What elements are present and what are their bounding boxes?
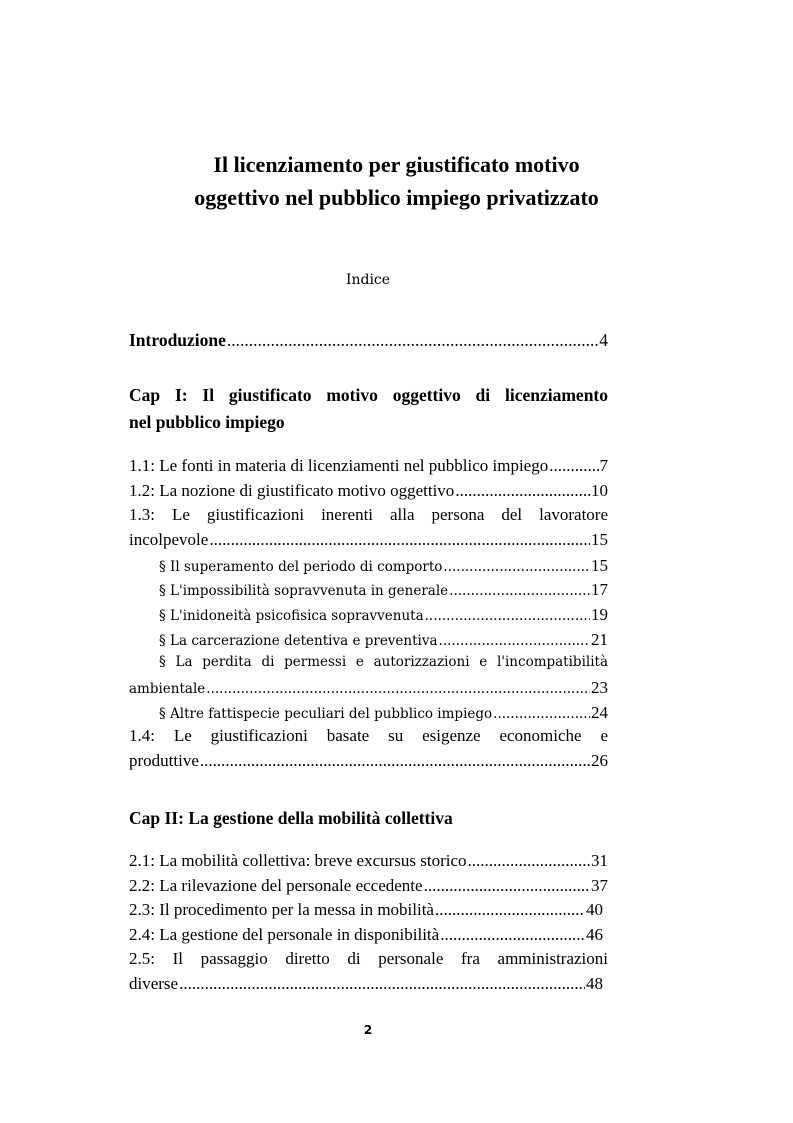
toc-subentry-inidoneita[interactable] — [159, 605, 608, 625]
toc-entry-label: incolpevole — [129, 530, 209, 549]
toc-leader-dots — [468, 851, 590, 871]
toc-entry-label: § L'inidoneità psicofisica sopravvenuta — [159, 608, 424, 624]
toc-entry-label: 2.1: La mobilità collettiva: breve excursus storico — [129, 851, 467, 870]
toc-leader-dots — [425, 608, 590, 624]
toc-leader-dots — [455, 481, 590, 501]
toc-leader-dots — [443, 559, 590, 575]
toc-entry-page: 46 — [586, 925, 603, 944]
toc-entry-1-3-line-2[interactable] — [129, 530, 608, 550]
toc-entry-page: 15 — [591, 530, 608, 549]
toc-subentry-impossibilita[interactable] — [159, 580, 608, 600]
document-title — [0, 148, 793, 214]
toc-entry-1-3-line-1[interactable]: 1.3: Le giustificazioni inerenti alla persona del lavoratore — [129, 505, 608, 524]
toc-leader-dots — [209, 530, 590, 550]
toc-entry-page: 7 — [599, 456, 608, 475]
toc-leader-dots — [549, 456, 598, 476]
toc-leader-dots — [493, 706, 590, 722]
toc-entry-page: 21 — [591, 630, 608, 649]
toc-entry-page: 10 — [591, 481, 608, 500]
toc-entry-page: 48 — [586, 974, 603, 993]
toc-entry-page: 15 — [591, 556, 608, 575]
toc-entry-label: 1.1: Le fonti in materia di licenziamenti nel pubblico impiego — [129, 456, 549, 475]
page-number: 2 — [363, 1023, 373, 1037]
toc-entry-page: 26 — [591, 751, 608, 770]
toc-leader-dots — [179, 974, 585, 994]
toc-subentry-altre-fattispecie[interactable] — [159, 703, 608, 723]
chapter-1-heading-line-2: nel pubblico impiego — [129, 412, 285, 432]
toc-entry-1-1[interactable] — [129, 456, 608, 476]
toc-leader-dots — [440, 925, 585, 945]
toc-entry-2-5-line-2[interactable] — [129, 974, 603, 994]
toc-entry-2-2[interactable] — [129, 876, 608, 896]
title-line-1: Il licenziamento per giustificato motivo — [213, 152, 580, 177]
title-line-2: oggettivo nel pubblico impiego privatizzato — [194, 185, 599, 210]
toc-subentry-comporto[interactable] — [159, 556, 608, 576]
toc-leader-dots — [227, 330, 598, 351]
toc-entry-label: § L'impossibilità sopravvenuta in generale — [159, 583, 449, 599]
toc-entry-label: 2.3: Il procedimento per la messa in mobilità — [129, 900, 434, 919]
toc-entry-page: 24 — [591, 703, 608, 722]
toc-entry-label: 2.4: La gestione del personale in disponibilità — [129, 925, 440, 944]
toc-entry-page: 37 — [591, 876, 608, 895]
toc-entry-page: 23 — [591, 678, 608, 697]
toc-entry-page: 4 — [599, 330, 608, 350]
toc-leader-dots — [439, 633, 590, 649]
index-heading: Indice — [345, 272, 391, 288]
toc-entry-page: 17 — [591, 580, 608, 599]
toc-entry-label: 1.2: La nozione di giustificato motivo oggettivo — [129, 481, 455, 500]
toc-subentry-carcerazione[interactable] — [159, 630, 608, 650]
toc-entry-page: 40 — [586, 900, 603, 919]
toc-leader-dots — [449, 583, 590, 599]
toc-entry-label: § Il superamento del periodo di comporto — [159, 559, 443, 575]
toc-leader-dots — [435, 900, 585, 920]
chapter-2-heading: Cap II: La gestione della mobilità collettiva — [129, 808, 453, 828]
toc-entry-2-1[interactable] — [129, 851, 608, 871]
toc-entry-label: § Altre fattispecie peculiari del pubblico impiego — [159, 706, 493, 722]
toc-entry-label: produttive — [129, 751, 199, 770]
toc-entry-intro[interactable] — [129, 330, 608, 351]
toc-entry-2-4[interactable] — [129, 925, 603, 945]
chapter-1-heading-line-1: Cap I: Il giustificato motivo oggettivo di licenziamento — [129, 385, 608, 405]
toc-entry-page: 31 — [591, 851, 608, 870]
toc-entry-label: ambientale — [129, 681, 206, 697]
toc-entry-2-5-line-1[interactable]: 2.5: Il passaggio diretto di personale fra amministrazioni — [129, 949, 608, 968]
toc-leader-dots — [200, 751, 590, 771]
toc-entry-2-3[interactable] — [129, 900, 603, 920]
toc-entry-page: 19 — [591, 605, 608, 624]
toc-leader-dots — [424, 876, 590, 896]
toc-entry-label: diverse — [129, 974, 179, 993]
toc-leader-dots — [206, 681, 590, 697]
toc-subentry-permessi-line-2[interactable] — [129, 678, 608, 698]
toc-entry-label: Introduzione — [129, 330, 226, 350]
toc-entry-1-4-line-2[interactable] — [129, 751, 608, 771]
toc-entry-label: 2.2: La rilevazione del personale eccedente — [129, 876, 423, 895]
toc-subentry-permessi-line-1[interactable]: § La perdita di permessi e autorizzazioni e l'incompatibilità — [159, 654, 608, 670]
toc-entry-1-2[interactable] — [129, 481, 608, 501]
toc-entry-1-4-line-1[interactable]: 1.4: Le giustificazioni basate su esigenze economiche e — [129, 726, 608, 745]
toc-entry-label: § La carcerazione detentiva e preventiva — [159, 633, 438, 649]
